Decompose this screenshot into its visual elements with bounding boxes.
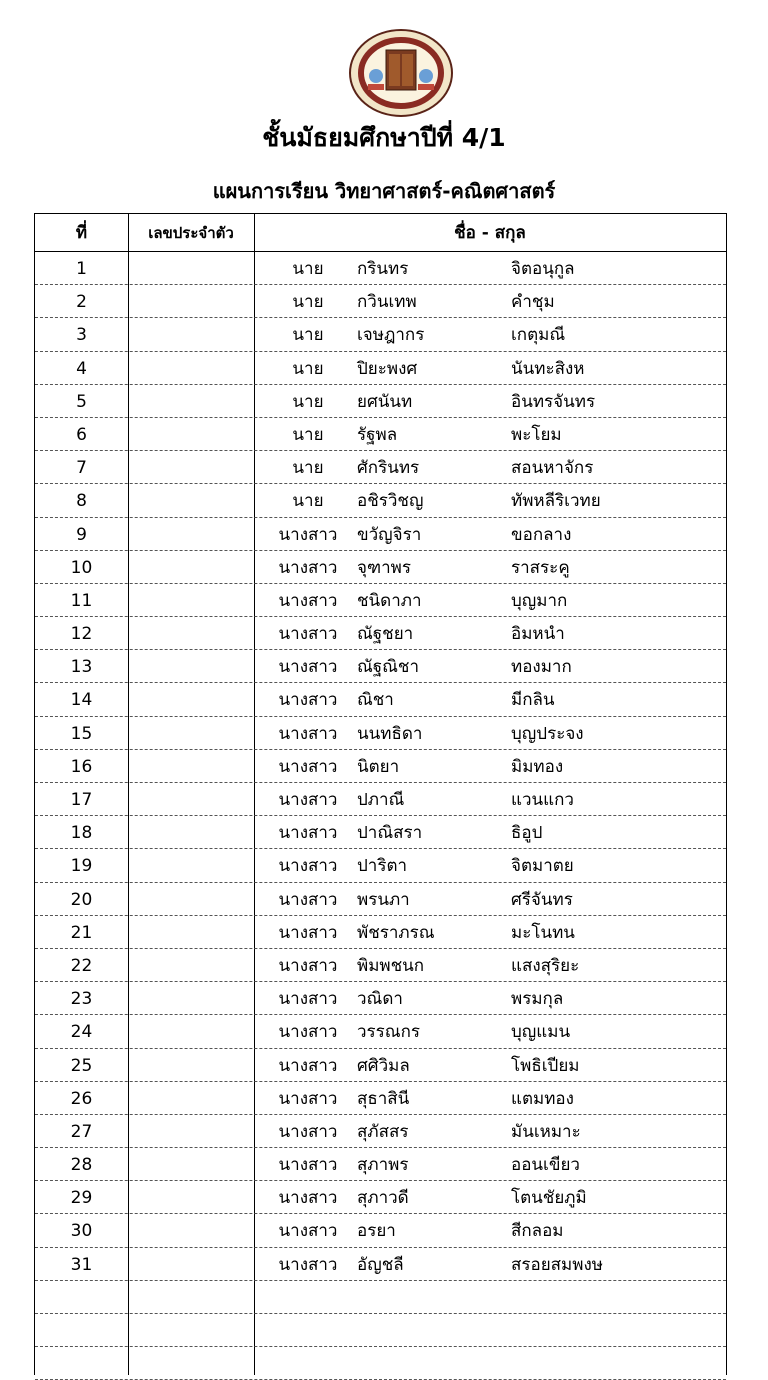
- first-name: กรินทร: [357, 259, 409, 279]
- table-row: [35, 883, 726, 916]
- row-number: 23: [70, 989, 93, 1010]
- name-prefix: นางสาว: [278, 1055, 338, 1076]
- first-name: ปภาณี: [357, 790, 405, 810]
- last-name: ทัพหลีริเวทย: [511, 491, 601, 512]
- first-name: ปาริตา: [357, 856, 408, 877]
- row-number: 8: [76, 491, 87, 512]
- table-row: [35, 1082, 726, 1115]
- row-number: 26: [70, 1088, 93, 1109]
- row-number: 24: [70, 1022, 93, 1043]
- last-name: เกตุมณี: [511, 325, 566, 346]
- name-prefix: นางสาว: [278, 524, 338, 545]
- name-prefix: นาย: [292, 491, 324, 512]
- name-prefix: นางสาว: [278, 1022, 338, 1043]
- first-name: ณัฐณิชา: [357, 657, 420, 678]
- first-name: สุภัสสร: [357, 1121, 409, 1142]
- row-number: 14: [70, 690, 93, 711]
- row-number: 5: [76, 391, 87, 412]
- first-name: สุธาสินี: [357, 1088, 410, 1109]
- last-name: ออนเขียว: [511, 1155, 580, 1176]
- row-number: 27: [70, 1121, 93, 1142]
- first-name: อัญชลี: [357, 1254, 404, 1275]
- first-name: นนทธิดา: [357, 723, 423, 744]
- table-row: [35, 717, 726, 750]
- first-name: สุภาพร: [357, 1155, 409, 1176]
- table-row: [35, 949, 726, 982]
- school-seal-icon: [348, 28, 454, 118]
- first-name: รัฐพล: [357, 424, 398, 445]
- name-prefix: นาย: [292, 424, 324, 445]
- last-name: บุญแมน: [511, 1022, 571, 1043]
- class-title: ชั้นมัธยมศึกษาปีที่ 4/1: [262, 123, 506, 152]
- first-name: วรรณกร: [357, 1022, 421, 1043]
- table-row: [35, 285, 726, 318]
- row-number: 18: [70, 823, 93, 844]
- name-prefix: นางสาว: [278, 1221, 338, 1242]
- table-row: [35, 385, 726, 418]
- last-name: บุญมาก: [511, 590, 568, 611]
- first-name: ศศิวิมล: [357, 1055, 410, 1076]
- last-name: แวนแกว: [511, 790, 574, 810]
- last-name: สีกลอม: [511, 1221, 564, 1242]
- name-prefix: นางสาว: [278, 690, 338, 711]
- last-name: พรมกุล: [511, 989, 564, 1010]
- name-prefix: นางสาว: [278, 889, 338, 910]
- row-number: 25: [70, 1055, 93, 1076]
- row-number: 22: [70, 955, 93, 976]
- name-prefix: นางสาว: [278, 723, 338, 744]
- row-number: 3: [76, 325, 87, 346]
- table-row: [35, 318, 726, 351]
- last-name: สรอยสมพงษ: [511, 1254, 603, 1275]
- table-row: [35, 451, 726, 484]
- name-prefix: นางสาว: [278, 989, 338, 1010]
- first-name: วณิดา: [357, 989, 403, 1010]
- row-number: 28: [70, 1155, 93, 1176]
- first-name: สุภาวดี: [357, 1188, 409, 1209]
- row-number: 20: [70, 889, 93, 910]
- name-prefix: นางสาว: [278, 756, 338, 777]
- row-number: 21: [70, 922, 93, 943]
- last-name: โตนชัยภูมิ: [511, 1188, 587, 1209]
- table-row: [35, 750, 726, 783]
- name-prefix: นางสาว: [278, 1188, 338, 1209]
- table-row: [35, 551, 726, 584]
- table-row: [35, 418, 726, 451]
- row-number: 16: [70, 756, 93, 777]
- row-number: 30: [70, 1221, 93, 1242]
- name-prefix: นาย: [292, 325, 324, 346]
- name-prefix: นางสาว: [278, 823, 338, 844]
- row-number: 19: [70, 856, 93, 877]
- header-full-name: ชื่อ - สกุล: [454, 223, 526, 243]
- name-prefix: นางสาว: [278, 922, 338, 943]
- first-name: ปิยะพงศ: [357, 358, 418, 379]
- table-body: [35, 252, 726, 1380]
- row-number: 2: [76, 292, 87, 313]
- table-row: [35, 1015, 726, 1048]
- table-row: [35, 617, 726, 650]
- table-row: [35, 1049, 726, 1082]
- first-name: ณิชา: [357, 690, 394, 711]
- table-row: [35, 982, 726, 1015]
- last-name: พะโยม: [511, 424, 562, 445]
- last-name: มะโนทน: [511, 922, 575, 943]
- table-row: [35, 683, 726, 716]
- name-prefix: นาย: [292, 292, 324, 313]
- row-number: 1: [76, 259, 87, 279]
- name-prefix: นางสาว: [278, 856, 338, 877]
- last-name: ราสระคู: [511, 557, 570, 578]
- last-name: สอนหาจักร: [511, 458, 594, 479]
- row-number: 11: [70, 590, 93, 611]
- first-name: จุฑาพร: [357, 557, 411, 578]
- row-number: 12: [70, 624, 93, 645]
- table-row: [35, 650, 726, 683]
- last-name: ศรีจันทร: [511, 889, 573, 910]
- row-number: 10: [70, 557, 93, 578]
- row-number: 6: [76, 424, 87, 445]
- row-number: 7: [76, 458, 87, 479]
- name-prefix: นางสาว: [278, 557, 338, 578]
- last-name: แสงสุริยะ: [511, 955, 580, 976]
- table-row: [35, 252, 726, 285]
- last-name: มันเหมาะ: [511, 1121, 581, 1142]
- table-row: [35, 816, 726, 849]
- table-row: [35, 1115, 726, 1148]
- last-name: แตมทอง: [511, 1088, 574, 1109]
- name-prefix: นางสาว: [278, 657, 338, 678]
- table-row: [35, 1181, 726, 1214]
- first-name: พิมพชนก: [357, 955, 425, 976]
- last-name: มีกลิน: [511, 690, 555, 711]
- first-name: ชนิดาภา: [357, 590, 422, 611]
- table-row: [35, 783, 726, 816]
- study-program-title: แผนการเรียน วิทยาศาสตร์-คณิตศาสตร์: [212, 179, 556, 203]
- last-name: บุญประจง: [511, 723, 584, 744]
- name-prefix: นาย: [292, 259, 324, 279]
- row-number: 9: [76, 524, 87, 545]
- table-row: [35, 849, 726, 882]
- empty-row: [35, 1314, 726, 1347]
- row-number: 15: [70, 723, 93, 744]
- table-row: [35, 1214, 726, 1247]
- last-name: นันทะสิงห: [511, 358, 585, 379]
- row-number: 31: [70, 1254, 93, 1275]
- table-row: [35, 916, 726, 949]
- first-name: ศักรินทร: [357, 458, 420, 479]
- first-name: พัชราภรณ: [357, 922, 435, 943]
- header-number: ที่: [75, 223, 88, 243]
- last-name: โพธิเปียม: [511, 1055, 580, 1076]
- name-prefix: นางสาว: [278, 955, 338, 976]
- last-name: จิตอนุกูล: [511, 259, 575, 279]
- table-row: [35, 352, 726, 385]
- table-row: [35, 484, 726, 517]
- first-name: กวินเทพ: [357, 292, 417, 313]
- name-prefix: นางสาว: [278, 590, 338, 611]
- last-name: ธิอูป: [511, 823, 543, 844]
- table-row: [35, 518, 726, 551]
- first-name: เจษฎากร: [357, 325, 425, 346]
- first-name: พรนภา: [357, 889, 410, 910]
- last-name: มิมทอง: [511, 756, 564, 777]
- name-prefix: นางสาว: [278, 624, 338, 645]
- header-student-id: เลขประจำตัว: [148, 224, 234, 242]
- row-number: 29: [70, 1188, 93, 1209]
- last-name: จิตมาตย: [511, 856, 574, 877]
- last-name: อินทรจันทร: [511, 391, 596, 412]
- name-prefix: นางสาว: [278, 1088, 338, 1109]
- first-name: ขวัญจิรา: [357, 524, 422, 545]
- table-row: [35, 1148, 726, 1181]
- row-number: 4: [76, 358, 87, 379]
- row-number: 17: [70, 790, 93, 810]
- student-roster-table: [34, 213, 727, 1375]
- first-name: นิตยา: [357, 756, 400, 777]
- name-prefix: นางสาว: [278, 1155, 338, 1176]
- name-prefix: นางสาว: [278, 790, 338, 810]
- name-prefix: นาย: [292, 358, 324, 379]
- name-prefix: นางสาว: [278, 1254, 338, 1275]
- table-row: [35, 584, 726, 617]
- school-logo: [348, 28, 454, 118]
- empty-row: [35, 1281, 726, 1314]
- first-name: ยศนันท: [357, 391, 413, 412]
- last-name: ทองมาก: [511, 657, 572, 678]
- first-name: ปาณิสรา: [357, 823, 423, 844]
- first-name: ณัฐชยา: [357, 624, 414, 645]
- last-name: ขอกลาง: [511, 524, 572, 545]
- table-header: [35, 214, 726, 252]
- table-row: [35, 1248, 726, 1281]
- name-prefix: นางสาว: [278, 1121, 338, 1142]
- first-name: อชิรวิชญ: [357, 491, 424, 512]
- empty-row: [35, 1347, 726, 1380]
- row-number: 13: [70, 657, 93, 678]
- first-name: อรยา: [357, 1221, 396, 1242]
- name-prefix: นาย: [292, 458, 324, 479]
- last-name: คำชุม: [511, 292, 555, 313]
- name-prefix: นาย: [292, 391, 324, 412]
- last-name: อิมหนำ: [511, 624, 565, 645]
